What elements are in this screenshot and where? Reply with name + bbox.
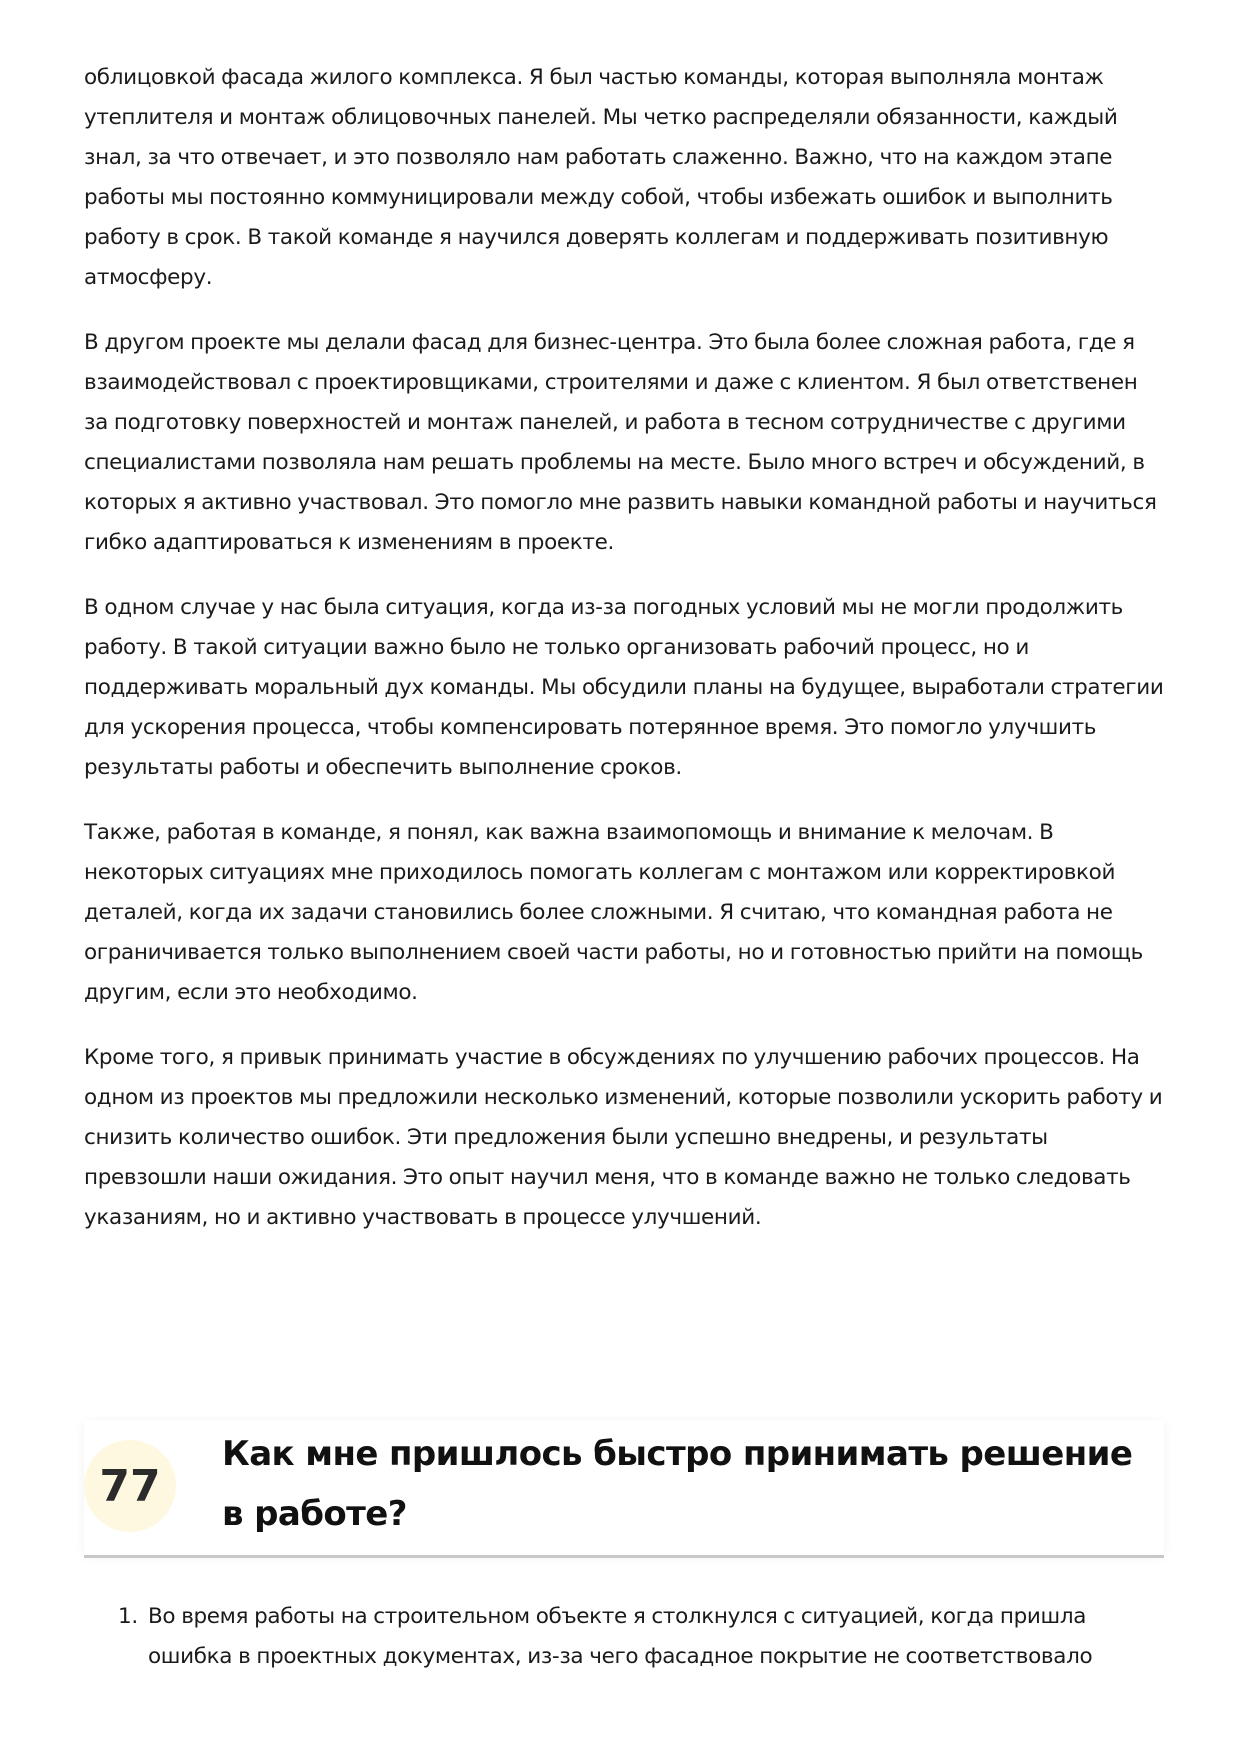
section-number-badge: 77 [84,1440,176,1532]
section-header [84,1420,1164,1555]
paragraph: В другом проекте мы делали фасад для бизнес-центра. Это была более сложная работа, где я взаимодействовал с проектировщиками, строителями и даже с клиентом. Я был ответственен за подготовку поверхностей и монтаж панелей, и работа в тесном сотрудничестве с другими специалистами позволяла нам решать проблемы на месте. Было много встреч и обсуждений, в которых я активно участвовал. Это помогло мне развить навыки командной работы и научиться гибко адаптироваться к изменениям в проекте. [84,330,1157,555]
answer-list [84,1597,1164,1677]
list-item-number: 1. [118,1604,138,1629]
paragraph: Кроме того, я привык принимать участие в обсуждениях по улучшению рабочих процессов. На одном из проектов мы предложили несколько изменений, которые позволили ускорить работу и снизить количество ошибок. Эти предложения были успешно внедрены, и результаты превзошли наши ожидания. Это опыт научил меня, что в команде важно не только следовать указаниям, но и активно участвовать в процессе улучшений. [84,1045,1163,1230]
section-divider [84,1555,1164,1558]
paragraph: облицовкой фасада жилого комплекса. Я был частью команды, которая выполняла монтаж утеплителя и монтаж облицовочных панелей. Мы четко распределяли обязанности, каждый знал, за что отвечает, и это позволяло нам работать слаженно. Важно, что на каждом этапе работы мы постоянно коммуницировали между собой, чтобы избежать ошибок и выполнить работу в срок. В такой команде я научился доверять коллегам и поддерживать позитивную атмосферу. [84,65,1118,290]
section-title: Как мне пришлось быстро принимать решение в работе? [222,1434,1133,1534]
document-body [84,58,1164,1263]
paragraph: В одном случае у нас была ситуация, когда из-за погодных условий мы не могли продолжить работу. В такой ситуации важно было не только организовать рабочий процесс, но и поддерживать моральный дух команды. Мы обсудили планы на будущее, выработали стратегии для ускорения процесса, чтобы компенсировать потерянное время. Это помогло улучшить результаты работы и обеспечить выполнение сроков. [84,595,1164,780]
list-item-text: Во время работы на строительном объекте я столкнулся с ситуацией, когда пришла ошибка в проектных документах, из-за чего фасадное покрытие не соответствовало [148,1604,1093,1669]
list-item [84,1597,1164,1677]
paragraph: Также, работая в команде, я понял, как важна взаимопомощь и внимание к мелочам. В некоторых ситуациях мне приходилось помогать коллегам с монтажом или корректировкой деталей, когда их задачи становились более сложными. Я считаю, что командная работа не ограничивается только выполнением своей части работы, но и готовностью прийти на помощь другим, если это необходимо. [84,820,1143,1005]
